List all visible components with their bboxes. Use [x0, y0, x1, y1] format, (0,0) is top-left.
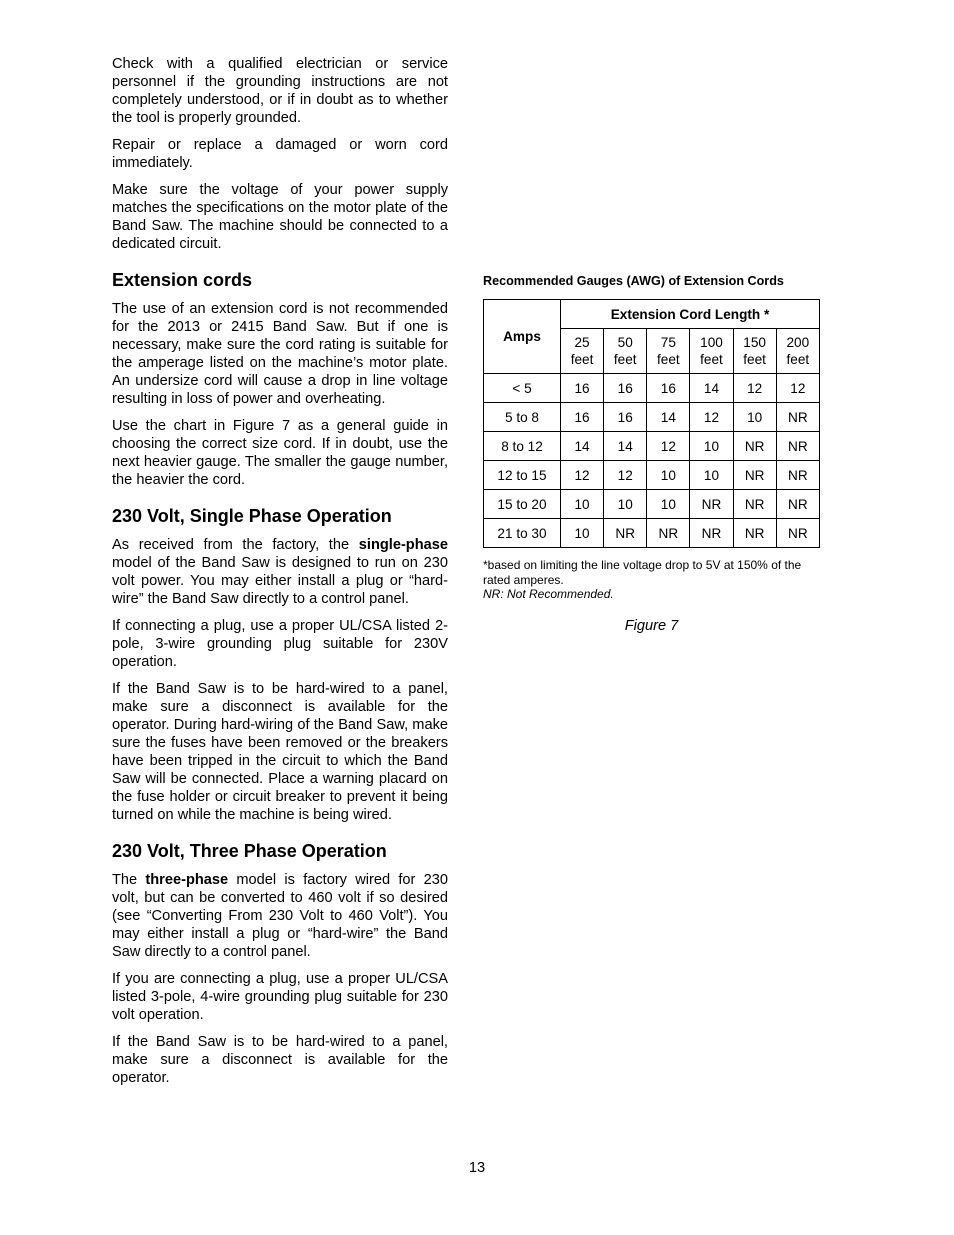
amps-range-cell: 8 to 12	[484, 432, 561, 461]
gauge-cell: NR	[733, 490, 776, 519]
gauge-cell: NR	[690, 519, 733, 548]
paragraph-single-phase-3: If the Band Saw is to be hard-wired to a panel, make sure a disconnect is available for the operator. During hard-wiring of the Band Saw, make sure the fuses have been removed or the breakers have been tripped in the circuit to which the Band Saw will be connected. Place a warning placard on the fuse holder or circuit breaker to prevent it being turned on while the machine is being wired.	[112, 681, 448, 823]
gauge-cell: 14	[647, 403, 690, 432]
length-value: 75	[660, 335, 676, 350]
paragraph-voltage-check: Make sure the voltage of your power supply matches the specifications on the motor plate of the Band Saw. The machine should be connected to a dedicated circuit.	[112, 182, 448, 252]
length-unit: feet	[613, 352, 637, 367]
heading-single-phase: 230 Volt, Single Phase Operation	[112, 506, 392, 526]
gauge-cell: 14	[604, 432, 647, 461]
gauge-cell: 12	[604, 461, 647, 490]
gauge-cell: 12	[561, 461, 604, 490]
amps-range-cell: 15 to 20	[484, 490, 561, 519]
page-number: 13	[468, 1160, 486, 1176]
text-run: The	[112, 872, 146, 888]
figure-caption: Figure 7	[624, 617, 679, 634]
gauge-cell: 10	[647, 490, 690, 519]
gauge-cell: NR	[733, 432, 776, 461]
gauge-table	[483, 299, 820, 548]
length-value: 150	[743, 335, 766, 350]
gauge-cell: NR	[776, 519, 819, 548]
bold-term-single-phase: single-phase	[358, 537, 448, 553]
length-unit: feet	[786, 352, 810, 367]
figure-7	[483, 272, 823, 634]
length-unit: feet	[700, 352, 723, 367]
gauge-cell: 10	[561, 519, 604, 548]
bold-term-three-phase: three-phase	[145, 872, 229, 888]
table-row	[484, 403, 820, 432]
gauge-cell: 16	[561, 403, 604, 432]
length-header-cell	[690, 329, 733, 374]
length-value: 50	[617, 335, 633, 350]
gauge-cell: 12	[647, 432, 690, 461]
text-run: model is factory wired for 230 volt, but can be converted to 460 volt if so desired (see “Converting From 230 Volt to 460 Volt”). You may either install a plug or “hard-wire” the Band Saw directly to a control panel.	[112, 872, 448, 960]
gauge-cell: 16	[647, 374, 690, 403]
length-header-cell	[561, 329, 604, 374]
length-span-header: Extension Cord Length *	[561, 300, 820, 329]
paragraph-single-phase-1	[112, 536, 448, 608]
gauge-cell: NR	[733, 519, 776, 548]
heading-extension-cords: Extension cords	[112, 270, 253, 290]
table-title: Recommended Gauges (AWG) of Extension Cords	[483, 274, 784, 288]
length-header-cell	[604, 329, 647, 374]
length-header-cell	[733, 329, 776, 374]
gauge-cell: 12	[776, 374, 819, 403]
paragraph-three-phase-3: If the Band Saw is to be hard-wired to a panel, make sure a disconnect is available for the operator.	[112, 1034, 448, 1086]
table-row	[484, 490, 820, 519]
gauge-cell: 10	[690, 461, 733, 490]
length-value: 200	[786, 335, 810, 350]
amps-range-cell: 5 to 8	[484, 403, 561, 432]
gauge-cell: NR	[776, 403, 819, 432]
gauge-cell: 10	[733, 403, 776, 432]
paragraph-grounding-check: Check with a qualified electrician or service personnel if the grounding instructions are not completely understood, or if in doubt as to whether the tool is properly grounded.	[112, 56, 448, 126]
gauge-cell: 16	[561, 374, 604, 403]
gauge-cell: 16	[604, 374, 647, 403]
table-body	[484, 374, 820, 548]
paragraph-extension-1: The use of an extension cord is not recommended for the 2013 or 2415 Band Saw. But if one is necessary, make sure the cord rating is suitable for the amperage listed on the machine’s motor plate. An undersize cord will cause a drop in line voltage resulting in loss of power and overheating.	[112, 301, 448, 407]
length-unit: feet	[570, 352, 594, 367]
amps-range-cell: 12 to 15	[484, 461, 561, 490]
paragraph-extension-2: Use the chart in Figure 7 as a general guide in choosing the correct size cord. If in doubt, use the next heavier gauge. The smaller the gauge number, the heavier the cord.	[112, 418, 448, 488]
gauge-cell: 14	[690, 374, 733, 403]
gauge-cell: NR	[776, 490, 819, 519]
paragraph-three-phase-2: If you are connecting a plug, use a proper UL/CSA listed 3-pole, 4-wire grounding plug suitable for 230 volt operation.	[112, 971, 448, 1023]
amps-header: Amps	[484, 300, 561, 374]
gauge-cell: 10	[604, 490, 647, 519]
text-run: model of the Band Saw is designed to run on 230 volt power. You may either install a plug or “hard-wire” the Band Saw directly to a control panel.	[112, 555, 448, 607]
amps-range-cell: 21 to 30	[484, 519, 561, 548]
length-value: 25	[574, 335, 590, 350]
length-header-cell	[776, 329, 819, 374]
gauge-cell: 10	[647, 461, 690, 490]
gauge-cell: 10	[690, 432, 733, 461]
gauge-cell: 14	[561, 432, 604, 461]
gauge-cell: 10	[561, 490, 604, 519]
table-header-row	[484, 300, 820, 329]
text-run: As received from the factory, the	[112, 537, 359, 553]
length-value: 100	[700, 335, 723, 350]
length-unit: feet	[657, 352, 680, 367]
heading-three-phase: 230 Volt, Three Phase Operation	[112, 841, 387, 861]
paragraph-repair-cord: Repair or replace a damaged or worn cord immediately.	[112, 137, 448, 171]
gauge-cell: NR	[776, 432, 819, 461]
table-footnote: *based on limiting the line voltage drop to 5V at 150% of the rated amperes.	[483, 558, 802, 587]
table-row	[484, 461, 820, 490]
nr-note: NR: Not Recommended.	[483, 587, 614, 601]
left-column	[112, 55, 448, 1096]
gauge-cell: NR	[647, 519, 690, 548]
paragraph-three-phase-1	[112, 871, 448, 961]
length-unit: feet	[743, 352, 766, 367]
length-header-cell	[647, 329, 690, 374]
gauge-cell: NR	[776, 461, 819, 490]
table-row	[484, 432, 820, 461]
gauge-cell: 12	[733, 374, 776, 403]
gauge-cell: 16	[604, 403, 647, 432]
table-row	[484, 374, 820, 403]
table-row	[484, 519, 820, 548]
gauge-cell: 12	[690, 403, 733, 432]
paragraph-single-phase-2: If connecting a plug, use a proper UL/CSA listed 2-pole, 3-wire grounding plug suitable for 230V operation.	[112, 618, 448, 670]
gauge-cell: NR	[690, 490, 733, 519]
amps-range-cell: < 5	[484, 374, 561, 403]
gauge-cell: NR	[604, 519, 647, 548]
gauge-cell: NR	[733, 461, 776, 490]
